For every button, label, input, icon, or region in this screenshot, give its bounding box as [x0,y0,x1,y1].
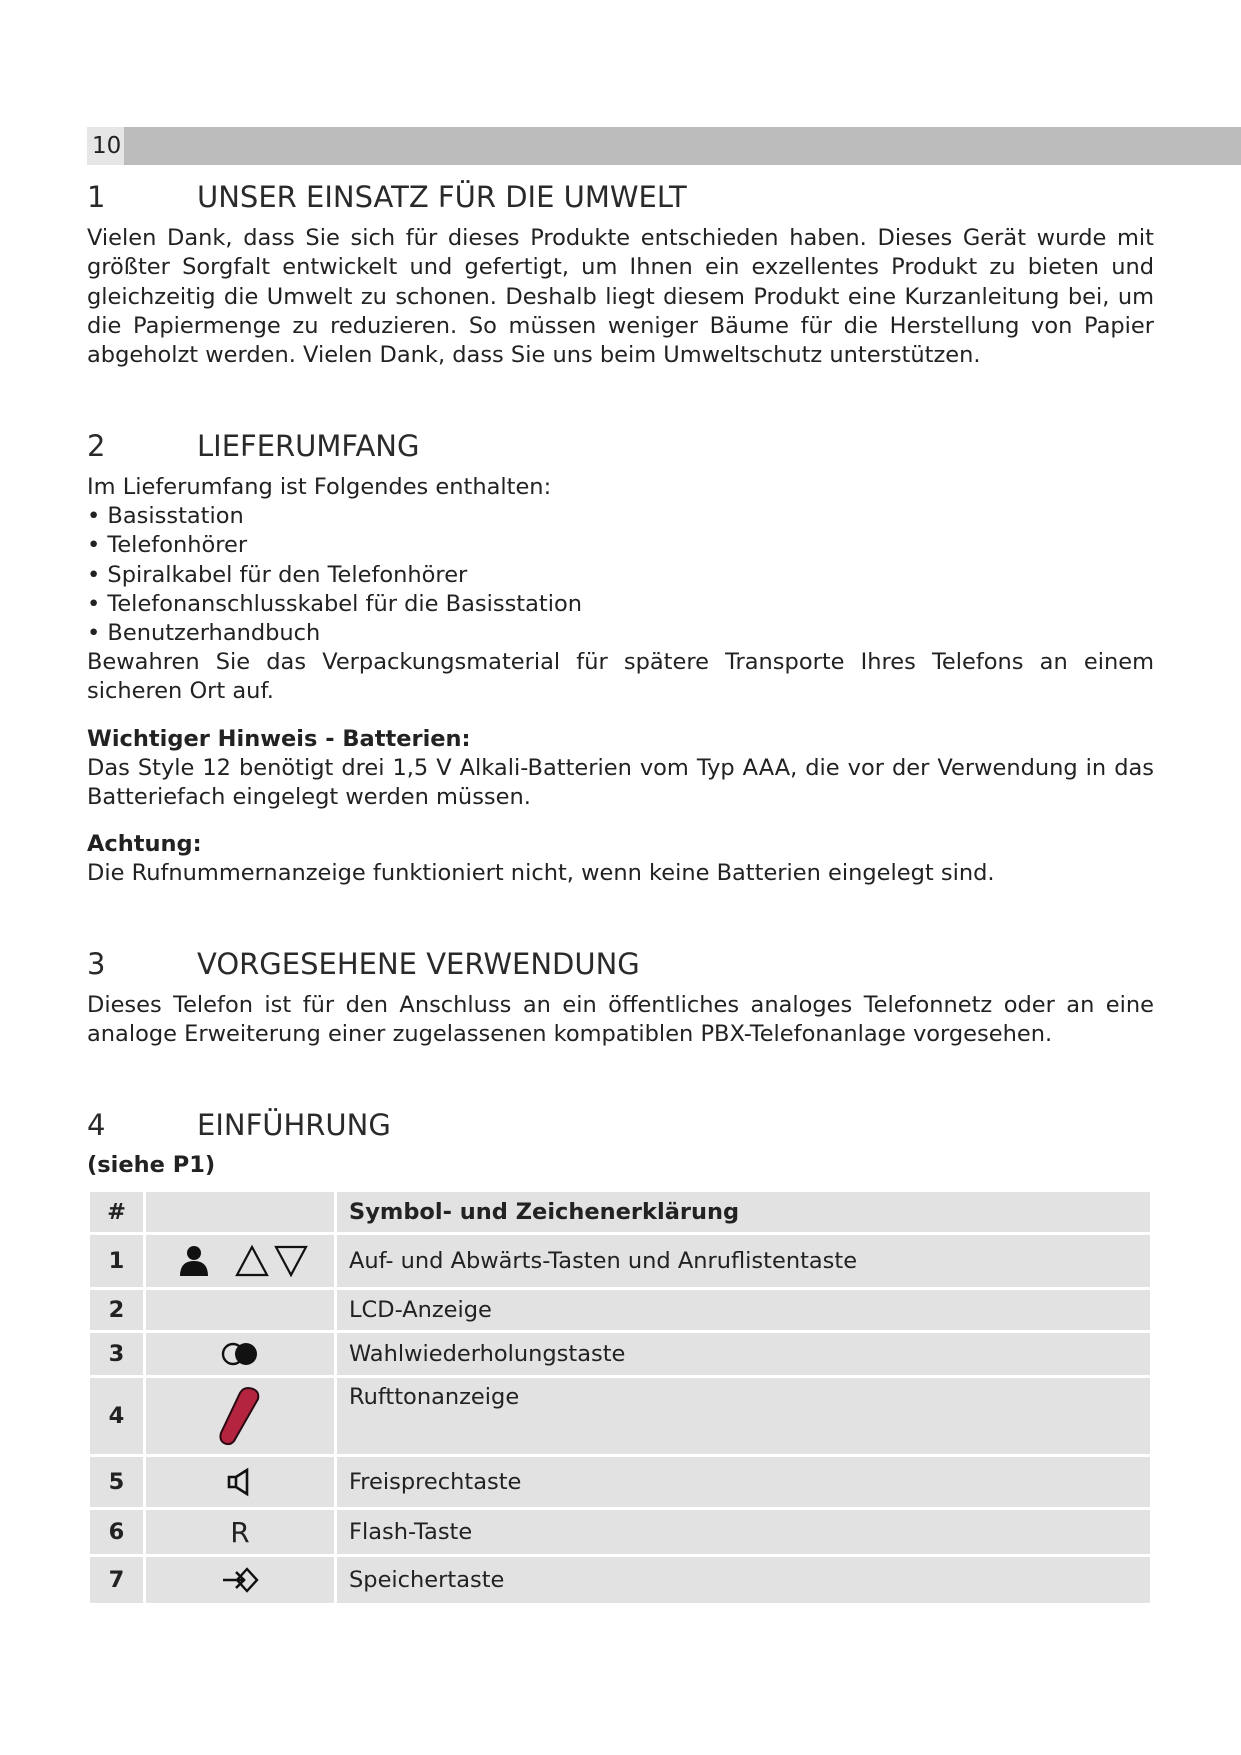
ring-indicator-icon [218,1385,262,1447]
list-item: • Telefonanschlusskabel für die Basisstation [87,591,582,617]
up-arrow-icon [237,1247,267,1275]
section-2-heading [87,429,419,463]
warning-body: Die Rufnummernanzeige funktioniert nicht, wenn keine Batterien eingelegt sind. [87,860,995,886]
row-description: Flash-Taste [337,1510,1150,1554]
memory-icon [221,1565,259,1595]
table-header-desc: Symbol- und Zeichenerklärung [337,1192,1150,1232]
symbol-table [87,1189,1153,1606]
list-item: • Telefonhörer [87,532,248,558]
symbol-cell [146,1457,334,1507]
row-number: 6 [90,1510,143,1554]
figure-reference: (siehe P1) [87,1152,216,1178]
section-number: 1 [87,180,106,214]
symbol-cell [146,1290,334,1330]
row-number: 1 [90,1235,143,1287]
speaker-icon [225,1467,255,1497]
list-item: • Spiralkabel für den Telefonhörer [87,562,468,588]
section-title: EINFÜHRUNG [197,1108,391,1142]
table-header-symbol [146,1192,334,1232]
table-row [90,1457,1150,1507]
down-arrow-icon [276,1247,306,1275]
section-4-heading [87,1108,391,1142]
flash-r-icon: R [230,1515,250,1549]
table-header-row [90,1192,1150,1232]
contact-icon [180,1246,208,1276]
delivery-intro: Im Lieferumfang ist Folgendes enthalten: [87,474,552,500]
section-title: VORGESEHENE VERWENDUNG [197,947,640,981]
table-header-num: # [90,1192,143,1232]
section-number: 3 [87,947,106,981]
packaging-note: Bewahren Sie das Verpackungsmaterial für spätere Transporte Ihres Telefons an einem sicheren Ort auf. [87,649,1154,705]
row-number: 2 [90,1290,143,1330]
contact-up-down-icons [170,1244,310,1278]
table-row [90,1333,1150,1375]
table-row [90,1235,1150,1287]
section-1-body: Vielen Dank, dass Sie sich für dieses Produkte entschieden haben. Dieses Gerät wurde mit größter Sorgfalt entwickelt und gefertigt, um Ihnen ein exzellentes Produkt zu bieten und gleichzeitig die Umwelt zu schonen. Deshalb liegt diesem Produkt eine Kurzanleitung bei, um die Papiermenge zu reduzieren. So müssen weniger Bäume für die Herstellung von Papier abgeholzt werden. Vielen Dank, dass Sie uns beim Umweltschutz unterstützen. [87,225,1154,369]
section-3-body: Dieses Telefon ist für den Anschluss an ein öffentliches analoges Telefonnetz oder an eine analoge Erweiterung einer zugelassenen kompatiblen PBX-Telefonanlage vorgesehen. [87,992,1154,1048]
symbol-cell [146,1557,334,1603]
row-description: Freisprechtaste [337,1457,1150,1507]
table-row [90,1510,1150,1554]
symbol-cell [146,1235,334,1287]
section-title: LIEFERUMFANG [197,429,420,463]
row-number: 5 [90,1457,143,1507]
row-description: Auf- und Abwärts-Tasten und Anruflistentaste [337,1235,1150,1287]
list-item: • Basisstation [87,503,244,529]
table-row [90,1290,1150,1330]
page-header-bar [87,127,1241,165]
symbol-cell [146,1510,334,1554]
row-number: 4 [90,1378,143,1454]
section-title: UNSER EINSATZ FÜR DIE UMWELT [197,180,687,214]
section-1-heading [87,180,687,214]
battery-note-body: Das Style 12 benötigt drei 1,5 V Alkali-Batterien vom Typ AAA, die vor der Verwendung in das Batteriefach eingelegt werden müssen. [87,755,1154,811]
row-description: Rufttonanzeige [337,1378,1150,1454]
row-description: LCD-Anzeige [337,1290,1150,1330]
section-3-heading [87,947,640,981]
row-number: 3 [90,1333,143,1375]
table-row [90,1378,1150,1454]
symbol-cell [146,1378,334,1454]
row-description: Wahlwiederholungstaste [337,1333,1150,1375]
battery-note-title: Wichtiger Hinweis - Batterien: [87,726,471,752]
symbol-cell [146,1333,334,1375]
section-number: 4 [87,1108,106,1142]
section-number: 2 [87,429,106,463]
list-item: • Benutzerhandbuch [87,620,321,646]
table-row [90,1557,1150,1603]
redial-icon [220,1341,260,1367]
warning-title: Achtung: [87,831,202,857]
row-description: Speichertaste [337,1557,1150,1603]
row-number: 7 [90,1557,143,1603]
page-number: 10 [87,127,124,165]
